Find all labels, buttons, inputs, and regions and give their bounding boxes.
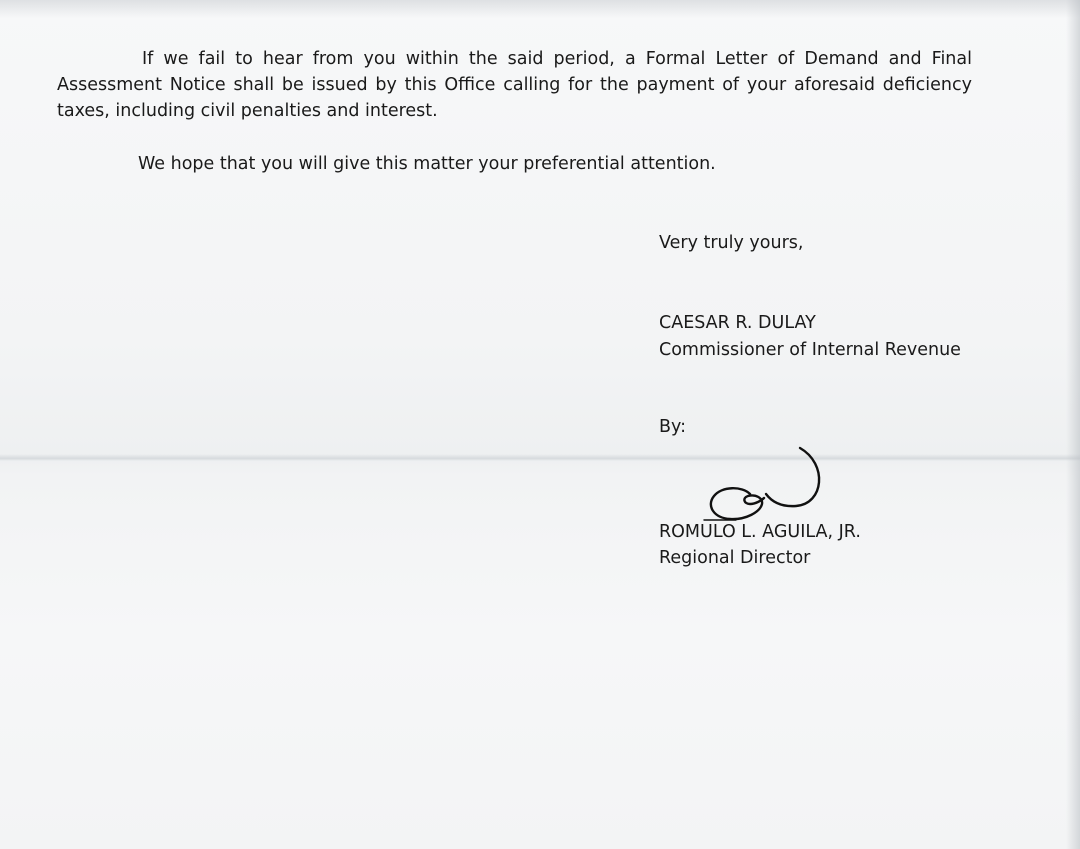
regional-director-title: Regional Director	[659, 548, 811, 568]
regional-director-name: ROMULO L. AGUILA, JR.	[659, 522, 861, 542]
commissioner-title: Commissioner of Internal Revenue	[659, 340, 961, 360]
attention-paragraph: We hope that you will give this matter your preferential attention.	[138, 154, 716, 174]
closing-salutation: Very truly yours,	[659, 233, 804, 253]
demand-paragraph: If we fail to hear from you within the said period, a Formal Letter of Demand and Final Assessment Notice shall be issued by this Office calling for the payment of your aforesaid deficiency taxes, including civil penalties and interest.	[57, 49, 972, 121]
page-right-edge	[1066, 0, 1080, 849]
fold-crease	[0, 454, 1080, 464]
by-label: By:	[659, 417, 686, 437]
page-top-shadow	[0, 0, 1080, 18]
commissioner-name: CAESAR R. DULAY	[659, 313, 816, 333]
